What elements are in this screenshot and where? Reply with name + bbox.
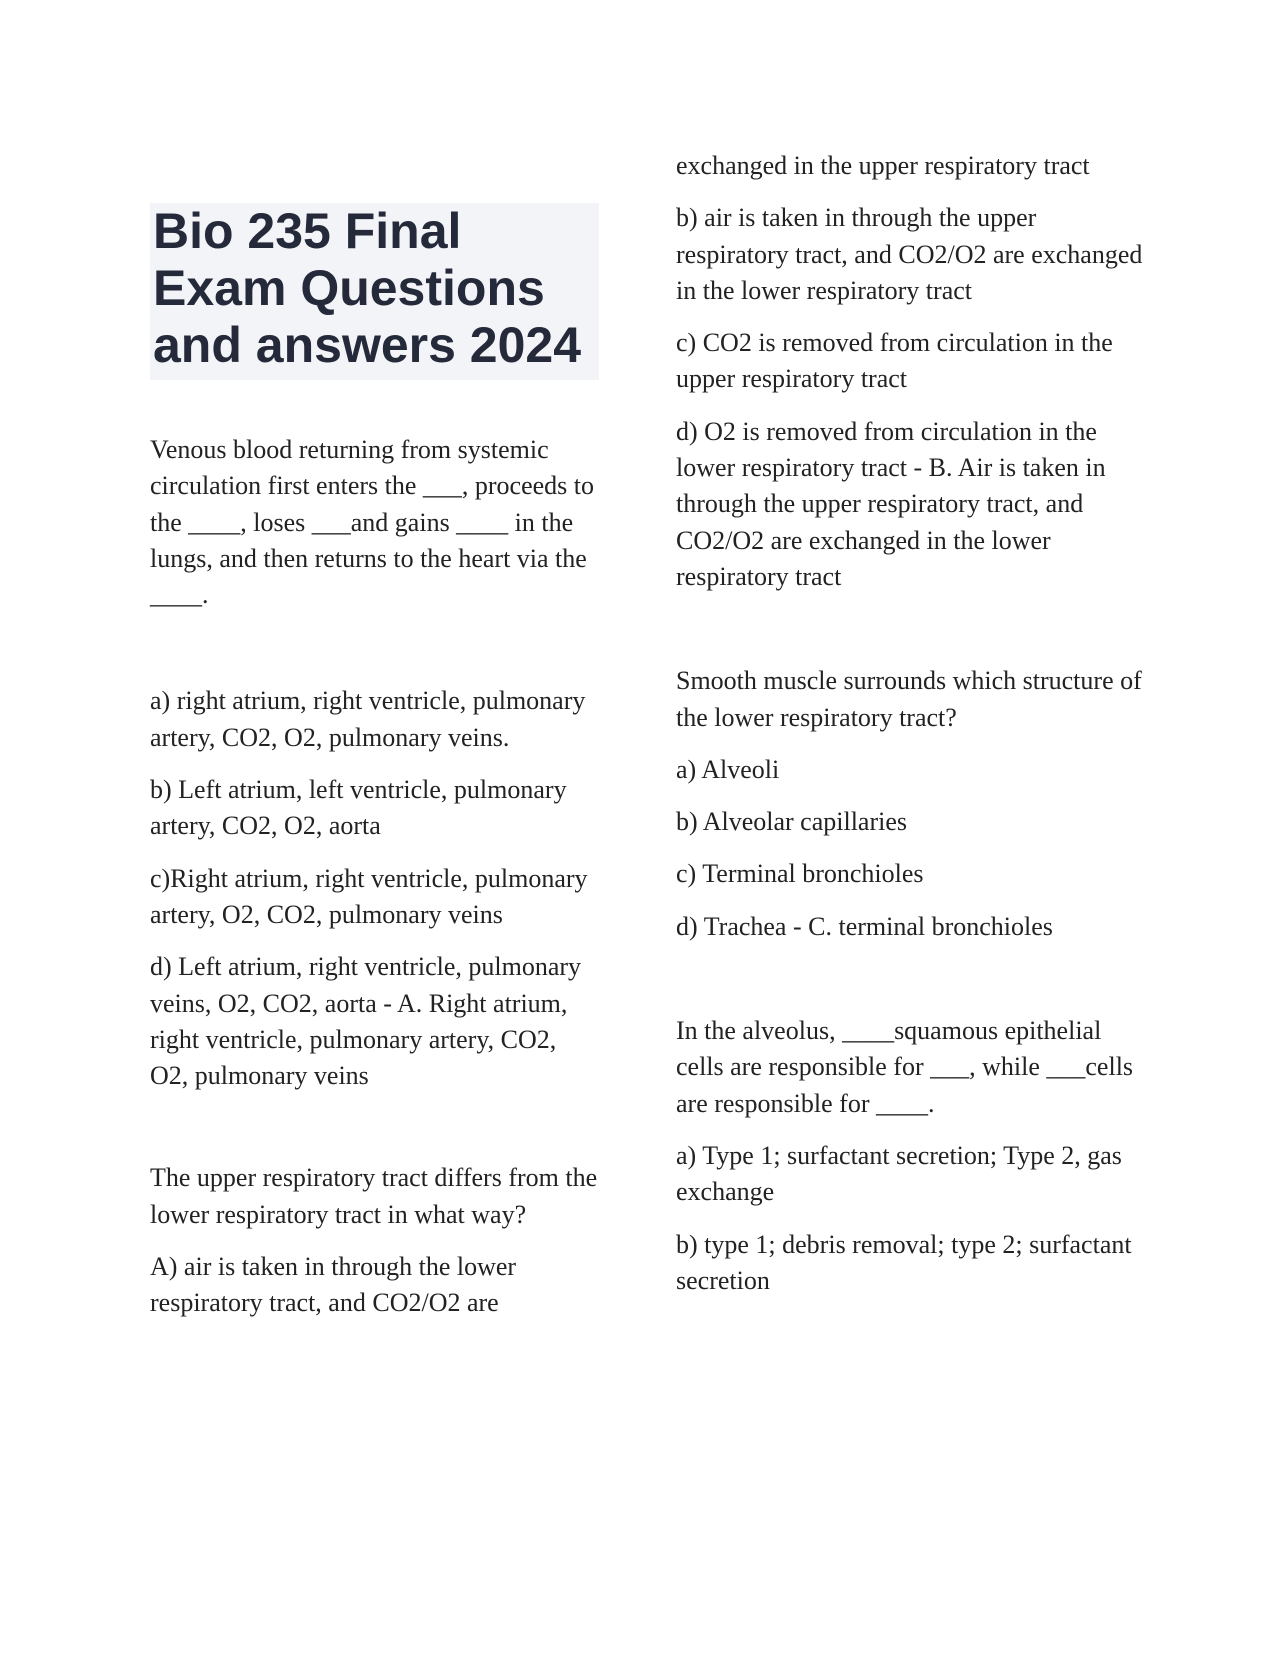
question-4: In the alveolus, ____squamous epithelial cells are responsible for ___, while ___cells are responsible for ____.	[676, 1016, 1134, 1118]
question-1: Venous blood returning from systemic circulation first enters the ___, proceeds to the ____, loses ___and gains ____ in the lungs, and then returns to the heart via the ____.	[150, 435, 595, 610]
question-3-option-c: c) Terminal bronchioles	[676, 859, 924, 889]
question-2-option-a: A) air is taken in through the lower respiratory tract, and CO2/O2 are	[150, 1252, 517, 1318]
document-title: Bio 235 Final Exam Questions and answers 2024	[153, 203, 582, 373]
question-3-option-a: a) Alveoli	[676, 754, 780, 784]
question-3: Smooth muscle surrounds which structure of the lower respiratory tract?	[676, 666, 1142, 732]
question-2-option-b: b) air is taken in through the upper respiratory tract, and CO2/O2 are exchanged in the lower respiratory tract	[676, 203, 1143, 305]
right-column	[676, 148, 1146, 1299]
question-1-options	[150, 683, 600, 1094]
question-2-option-d: d) O2 is removed from circulation in the lower respiratory tract - B. Air is taken in through the upper respiratory tract, and CO2/O2 are exchanged in the lower respiratory tract	[676, 416, 1106, 591]
question-3-option-b: b) Alveolar capillaries	[676, 807, 908, 837]
question-1-option-b: b) Left atrium, left ventricle, pulmonary artery, CO2, O2, aorta	[150, 775, 567, 841]
title-block	[150, 203, 599, 380]
question-2-option-c: c) CO2 is removed from circulation in the upper respiratory tract	[676, 328, 1113, 394]
question-4-option-a: a) Type 1; surfactant secretion; Type 2, gas exchange	[676, 1140, 1122, 1207]
question-1-option-a: a) right atrium, right ventricle, pulmonary artery, CO2, O2, pulmonary veins.	[150, 686, 586, 752]
question-4-option-b: b) type 1; debris removal; type 2; surfactant secretion	[676, 1229, 1132, 1295]
question-2: The upper respiratory tract differs from the lower respiratory tract in what way?	[150, 1163, 598, 1229]
question-3-option-d: d) Trachea - C. terminal bronchioles	[676, 911, 1053, 941]
left-column	[150, 203, 600, 1322]
question-1-option-c: c)Right atrium, right ventricle, pulmonary artery, O2, CO2, pulmonary veins	[150, 863, 588, 929]
question-2-option-a-continued: exchanged in the upper respiratory tract	[676, 151, 1090, 180]
question-1-option-d: d) Left atrium, right ventricle, pulmonary veins, O2, CO2, aorta - A. Right atrium, right ventricle, pulmonary artery, CO2, O2, pulmonary veins	[150, 952, 582, 1091]
